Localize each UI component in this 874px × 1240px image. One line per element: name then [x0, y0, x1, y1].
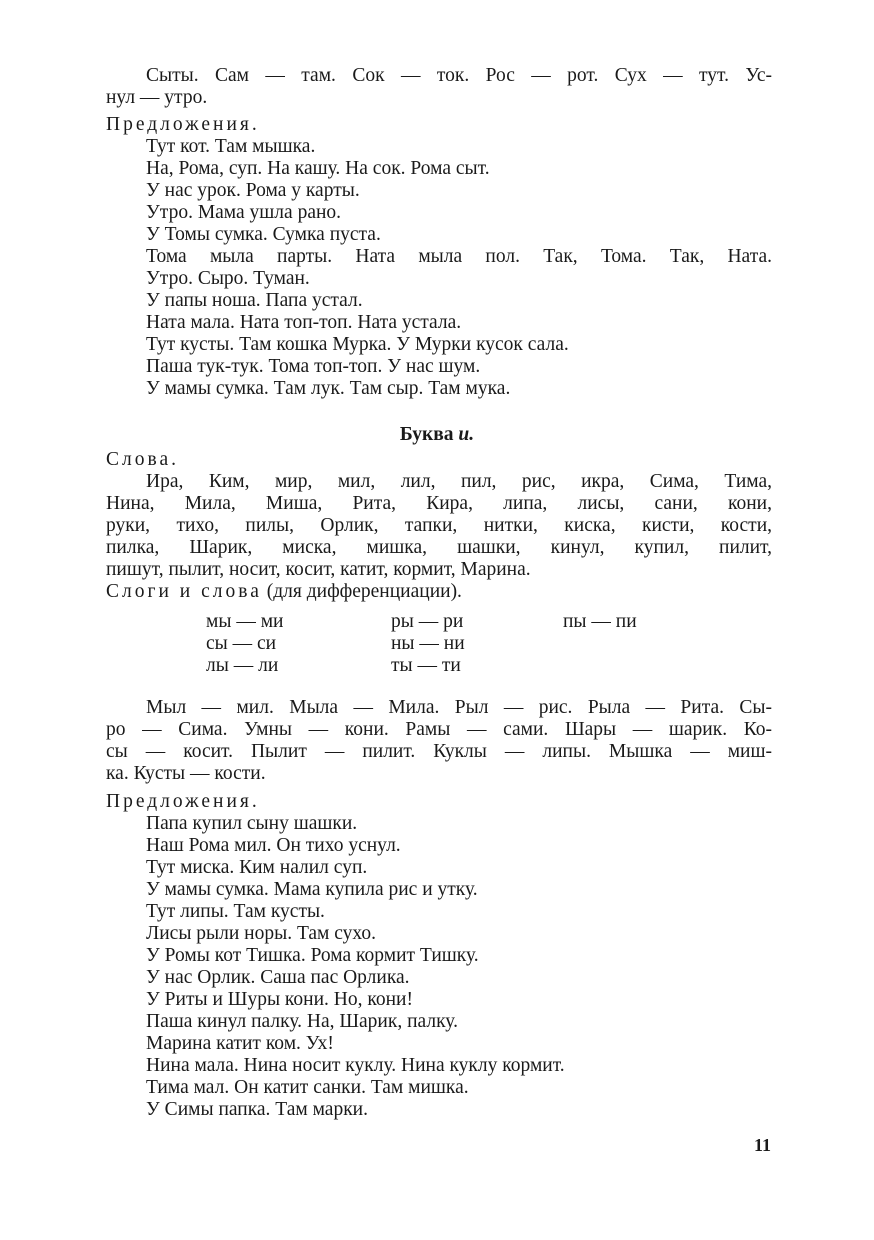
sentences-heading: Предложения. [106, 791, 260, 812]
sentence-line: У нас урок. Рома у карты. [146, 180, 360, 201]
sentence-line: Утро. Мама ушла рано. [146, 202, 342, 223]
words-line: Нина, Мила, Миша, Рита, Кира, липа, лисы, сани, кони, [106, 493, 772, 514]
section-title [0, 424, 874, 446]
syllable-pair: мы — ми [206, 611, 284, 632]
sentence-line: Паша кинул палку. На, Шарик, палку. [146, 1011, 458, 1032]
paragraph-line: нул — утро. [106, 87, 208, 108]
syllables-heading [106, 581, 462, 603]
syllables-heading-label: Слоги и слова [106, 581, 262, 602]
words-line: пилка, Шарик, миска, мишка, шашки, кинул, купил, пилит, [106, 537, 772, 558]
syllable-pair: пы — пи [563, 611, 637, 632]
sentence-line: Тима мал. Он катит санки. Там мишка. [146, 1077, 469, 1098]
sentence-line: У Томы сумка. Сумка пуста. [146, 224, 381, 245]
sentence-line: У Риты и Шуры кони. Но, кони! [146, 989, 413, 1010]
sentence-line: Ната мала. Ната топ-топ. Ната устала. [146, 312, 462, 333]
sentence-line: Лисы рыли норы. Там сухо. [146, 923, 377, 944]
sentence-line: Тут миска. Ким налил суп. [146, 857, 368, 878]
sentence-line: Тут липы. Там кусты. [146, 901, 325, 922]
sentence-line: Тома мыла парты. Ната мыла пол. Так, Тома. Так, Ната. [146, 246, 772, 267]
syllable-pair: лы — ли [206, 655, 279, 676]
section-title-word: Буква [399, 424, 454, 445]
syllable-pair: сы — си [206, 633, 277, 654]
sentence-line: Наш Рома мил. Он тихо уснул. [146, 835, 401, 856]
sentence-line: У мамы сумка. Там лук. Там сыр. Там мука. [146, 378, 511, 399]
sentence-line: Нина мала. Нина носит куклу. Нина куклу кормит. [146, 1055, 565, 1076]
paragraph-line: ро — Сима. Умны — кони. Рамы — сами. Шары — шарик. Ко- [106, 719, 772, 740]
sentence-line: У папы ноша. Папа устал. [146, 290, 363, 311]
syllable-pair: ры — ри [391, 611, 464, 632]
page-number: 11 [754, 1135, 772, 1155]
words-heading: Слова. [106, 449, 179, 470]
section-title-letter: и. [458, 424, 475, 445]
sentence-line: У мамы сумка. Мама купила рис и утку. [146, 879, 478, 900]
sentence-line: Паша тук-тук. Тома топ-топ. У нас шум. [146, 356, 481, 377]
sentence-line: Утро. Сыро. Туман. [146, 268, 310, 289]
sentence-line: У Симы папка. Там марки. [146, 1099, 368, 1120]
sentence-line: Марина катит ком. Ух! [146, 1033, 334, 1054]
words-line: Ира, Ким, мир, мил, лил, пил, рис, икра, Сима, Тима, [146, 471, 772, 492]
sentence-line: У Ромы кот Тишка. Рома кормит Тишку. [146, 945, 479, 966]
sentence-line: Тут кусты. Там кошка Мурка. У Мурки кусок сала. [146, 334, 569, 355]
sentences-heading: Предложения. [106, 114, 260, 135]
words-line: пишут, пылит, носит, косит, катит, кормит, Марина. [106, 559, 531, 580]
sentence-line: Папа купил сыну шашки. [146, 813, 358, 834]
sentence-line: Тут кот. Там мышка. [146, 136, 316, 157]
paragraph-line: сы — косит. Пылит — пилит. Куклы — липы. Мышка — миш- [106, 741, 772, 762]
syllable-pair: ты — ти [391, 655, 461, 676]
paragraph-line: Мыл — мил. Мыла — Мила. Рыл — рис. Рыла — Рита. Сы- [146, 697, 772, 718]
sentence-line: На, Рома, суп. На кашу. На сок. Рома сыт. [146, 158, 490, 179]
syllables-heading-note: (для дифференциации). [266, 581, 462, 602]
syllable-pair: ны — ни [391, 633, 465, 654]
paragraph-line: ка. Кусты — кости. [106, 763, 266, 784]
paragraph-line: Сыты. Сам — там. Сок — ток. Рос — рот. Сух — тут. Ус- [146, 65, 772, 86]
sentence-line: У нас Орлик. Саша пас Орлика. [146, 967, 410, 988]
words-line: руки, тихо, пилы, Орлик, тапки, нитки, киска, кисти, кости, [106, 515, 772, 536]
